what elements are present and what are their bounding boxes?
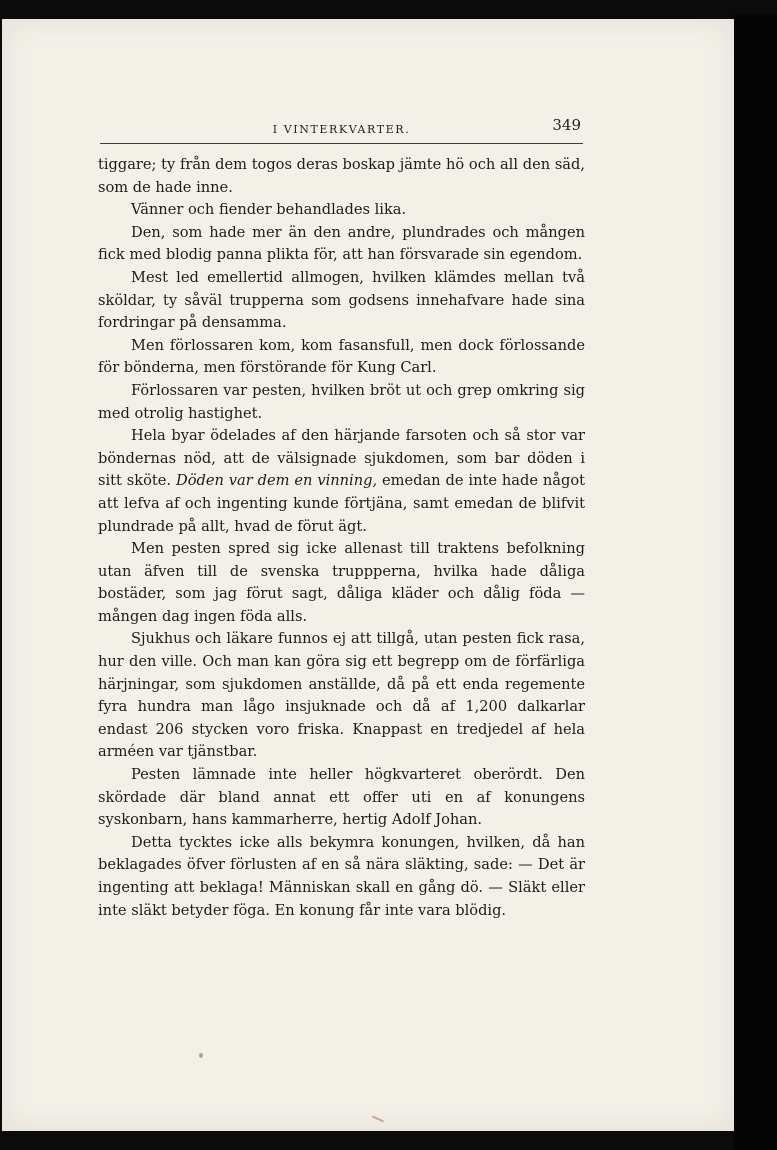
paragraph: Den, som hade mer än den andre, plundrades och mången fick med blodig panna plikta för, att han försvarade sin egendom. xyxy=(98,223,585,264)
paragraph xyxy=(98,425,585,538)
running-header xyxy=(100,108,583,148)
paragraph: Pesten lämnade inte heller högkvarteret oberördt. Den skördade där bland annat ett offer uti en af konungens syskonbarn, hans kammarherre, hertig Adolf Johan. xyxy=(98,766,585,829)
paragraph-text: Hela byar ödelades af den härjande farsoten och så stor var böndernas nöd, att de välsignade sjukdomen, som bar döden i sitt sköte. xyxy=(98,427,585,490)
paragraph: Detta tycktes icke alls bekymra konungen, hvilken, då han beklagades öfver förlusten af en så nära släkting, sade: — Det är ingenting att beklaga! Människan skall en gång dö. — Släkt eller inte släkt betyder föga. En konung får inte vara blödig. xyxy=(98,833,585,919)
paragraph: Sjukhus och läkare funnos ej att tillgå, utan pesten fick rasa, hur den ville. Och man kan göra sig ett begrepp om de förfärliga härjningar, som sjukdomen anställde, då på ett enda regemente fyra hundra man lågo insjuknade och då af 1,200 dalkarlar endast 206 stycken voro friska. Knappast en tredjedel af hela arméen var tjänstbar. xyxy=(98,630,585,761)
paragraph: Vänner och fiender behandlades lika. xyxy=(131,201,407,219)
paragraph: Mest led emellertid allmogen, hvilken klämdes mellan två sköldar, ty såväl trupperna som godsens innehafvare hade sina fordringar på densamma. xyxy=(98,268,585,332)
body-text xyxy=(98,154,585,922)
paragraph: Förlossaren var pesten, hvilken bröt ut och grep omkring sig med otrolig hastighet. xyxy=(98,381,585,422)
running-title: I VINTERKVARTER. xyxy=(272,123,411,136)
paragraph: tiggare; ty från dem togos deras boskap jämte hö och all den säd, som de hade inne. xyxy=(98,156,585,196)
emphasized-phrase: Döden var dem en vinning, xyxy=(176,472,378,490)
page-edge-shadow xyxy=(734,14,777,1150)
paragraph-text: emedan de inte hade något att lefva af och ingenting kunde förtjäna, samt emedan de blifvit plundrade på allt, hvad de förut ägt. xyxy=(98,472,585,535)
paragraph: Men förlossaren kom, kom fasansfull, men dock förlossande för bönderna, men förstörande för Kung Carl. xyxy=(98,336,585,377)
paper-speck xyxy=(199,1053,203,1058)
page-number: 349 xyxy=(552,116,581,134)
paragraph: Men pesten spred sig icke allenast till traktens befolkning utan äfven till de svenska truppperna, hvilka hade dåliga bostäder, som jag förut sagt, dåliga kläder och dålig föda — mången dag ingen föda alls. xyxy=(98,540,585,625)
header-rule xyxy=(100,143,583,144)
